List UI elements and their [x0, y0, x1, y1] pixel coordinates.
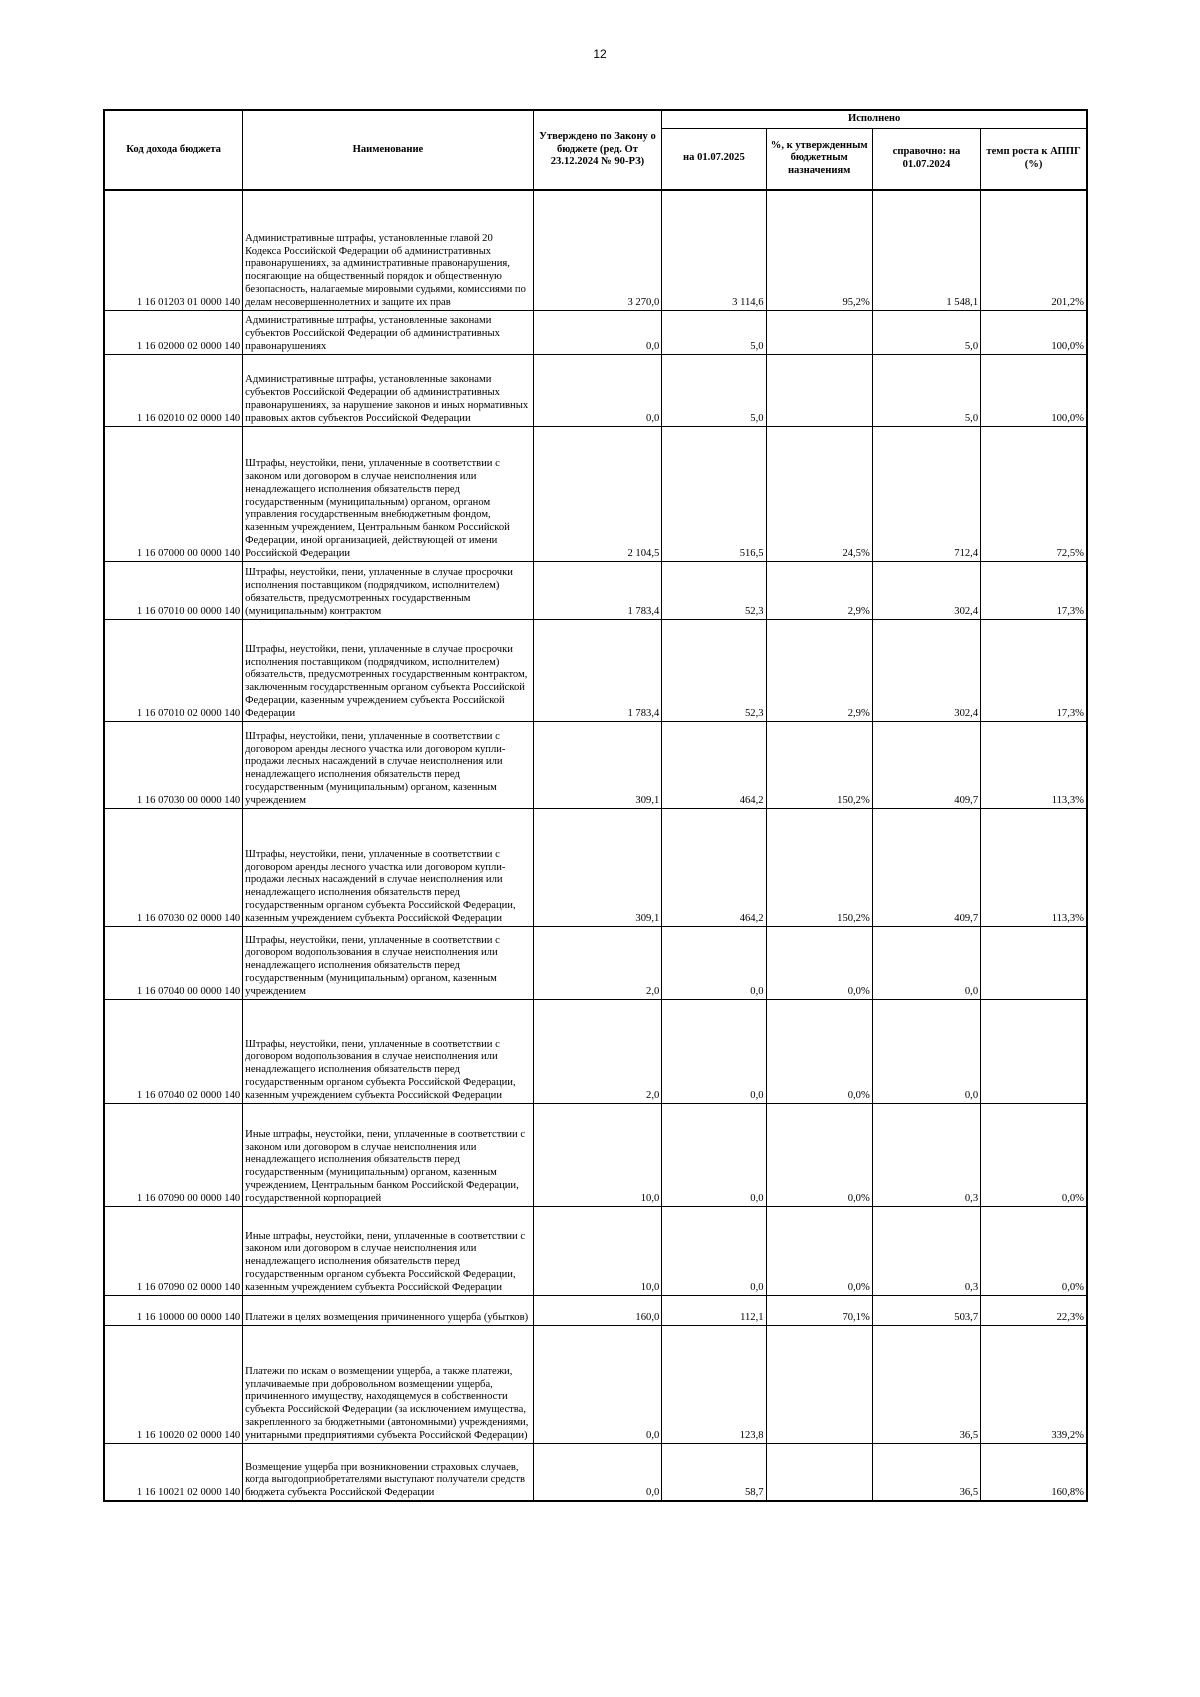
row-percent — [766, 354, 872, 426]
row-growth: 72,5% — [981, 426, 1087, 561]
row-code: 1 16 07040 02 0000 140 — [104, 999, 243, 1103]
row-executed: 3 114,6 — [662, 190, 766, 310]
row-name: Платежи в целях возмещения причиненного ущерба (убытков) — [243, 1295, 534, 1325]
row-percent: 95,2% — [766, 190, 872, 310]
row-code: 1 16 07030 02 0000 140 — [104, 808, 243, 926]
row-reference: 0,3 — [872, 1206, 980, 1295]
row-executed: 112,1 — [662, 1295, 766, 1325]
row-growth: 0,0% — [981, 1103, 1087, 1206]
row-growth: 160,8% — [981, 1443, 1087, 1501]
row-reference: 302,4 — [872, 561, 980, 619]
row-reference: 1 548,1 — [872, 190, 980, 310]
row-code: 1 16 07090 00 0000 140 — [104, 1103, 243, 1206]
row-name: Административные штрафы, установленные законами субъектов Российской Федерации об административных правонарушениях — [243, 310, 534, 354]
row-reference: 409,7 — [872, 808, 980, 926]
row-reference: 409,7 — [872, 721, 980, 808]
table-row — [104, 999, 1087, 1103]
table-row — [104, 561, 1087, 619]
row-reference: 0,3 — [872, 1103, 980, 1206]
table-row — [104, 1295, 1087, 1325]
row-code: 1 16 07030 00 0000 140 — [104, 721, 243, 808]
row-growth: 22,3% — [981, 1295, 1087, 1325]
row-reference: 36,5 — [872, 1325, 980, 1443]
row-code: 1 16 01203 01 0000 140 — [104, 190, 243, 310]
row-code: 1 16 10000 00 0000 140 — [104, 1295, 243, 1325]
row-approved: 10,0 — [533, 1206, 662, 1295]
row-executed: 464,2 — [662, 808, 766, 926]
row-approved: 309,1 — [533, 721, 662, 808]
table-row — [104, 1103, 1087, 1206]
row-name: Иные штрафы, неустойки, пени, уплаченные в соответствии с законом или договором в случае неисполнения или ненадлежащего исполнения обязательств перед государственным органом субъекта Российской Федерации, казенным учреждением субъекта Российской Федерации — [243, 1206, 534, 1295]
row-percent: 70,1% — [766, 1295, 872, 1325]
row-approved: 1 783,4 — [533, 619, 662, 721]
table-row — [104, 1325, 1087, 1443]
row-executed: 0,0 — [662, 1103, 766, 1206]
row-growth: 17,3% — [981, 561, 1087, 619]
row-reference: 712,4 — [872, 426, 980, 561]
row-code: 1 16 10021 02 0000 140 — [104, 1443, 243, 1501]
table-row — [104, 1206, 1087, 1295]
row-code: 1 16 02010 02 0000 140 — [104, 354, 243, 426]
row-approved: 2,0 — [533, 926, 662, 999]
row-growth: 17,3% — [981, 619, 1087, 721]
row-approved: 0,0 — [533, 1325, 662, 1443]
row-executed: 464,2 — [662, 721, 766, 808]
row-name: Административные штрафы, установленные законами субъектов Российской Федерации об административных правонарушениях, за нарушение законов и иных нормативных правовых актов субъектов Российской Федерации — [243, 354, 534, 426]
header-approved: Утверждено по Закону о бюджете (ред. От 23.12.2024 № 90-РЗ) — [533, 110, 662, 190]
row-percent — [766, 1443, 872, 1501]
row-growth: 100,0% — [981, 310, 1087, 354]
row-growth: 339,2% — [981, 1325, 1087, 1443]
row-growth — [981, 926, 1087, 999]
row-approved: 2 104,5 — [533, 426, 662, 561]
row-executed: 58,7 — [662, 1443, 766, 1501]
row-name: Штрафы, неустойки, пени, уплаченные в соответствии с законом или договором в случае неисполнения или ненадлежащего исполнения обязательств перед государственным (муниципальным) органом, органом управления государственным внебюджетным фондом, казенным учреждением, Центральным банком Российской Федерации, иной организацией, действующей от имени Российской Федерации — [243, 426, 534, 561]
table-row — [104, 354, 1087, 426]
row-executed: 5,0 — [662, 310, 766, 354]
row-growth: 113,3% — [981, 808, 1087, 926]
row-code: 1 16 07010 00 0000 140 — [104, 561, 243, 619]
row-code: 1 16 10020 02 0000 140 — [104, 1325, 243, 1443]
row-approved: 0,0 — [533, 354, 662, 426]
row-executed: 0,0 — [662, 1206, 766, 1295]
row-reference: 5,0 — [872, 310, 980, 354]
header-name: Наименование — [243, 110, 534, 190]
row-reference: 0,0 — [872, 926, 980, 999]
row-name: Штрафы, неустойки, пени, уплаченные в случае просрочки исполнения поставщиком (подрядчиком, исполнителем) обязательств, предусмотренных государственным (муниципальным) контрактом — [243, 561, 534, 619]
row-executed: 5,0 — [662, 354, 766, 426]
row-name: Административные штрафы, установленные главой 20 Кодекса Российской Федерации об административных правонарушениях, за административные правонарушения, посягающие на общественный порядок и общественную безопасность, налагаемые мировыми судьями, комиссиями по делам несовершеннолетних и защите их прав — [243, 190, 534, 310]
row-percent: 150,2% — [766, 808, 872, 926]
table-row — [104, 721, 1087, 808]
row-approved: 0,0 — [533, 310, 662, 354]
row-reference: 5,0 — [872, 354, 980, 426]
row-approved: 2,0 — [533, 999, 662, 1103]
row-percent — [766, 1325, 872, 1443]
row-approved: 1 783,4 — [533, 561, 662, 619]
row-code: 1 16 02000 02 0000 140 — [104, 310, 243, 354]
row-percent: 2,9% — [766, 561, 872, 619]
header-code: Код дохода бюджета — [104, 110, 243, 190]
row-executed: 123,8 — [662, 1325, 766, 1443]
row-growth: 100,0% — [981, 354, 1087, 426]
row-percent: 150,2% — [766, 721, 872, 808]
row-code: 1 16 07040 00 0000 140 — [104, 926, 243, 999]
revenue-table — [103, 109, 1088, 1502]
row-percent: 24,5% — [766, 426, 872, 561]
header-reference: справочно: на 01.07.2024 — [872, 128, 980, 190]
row-name: Штрафы, неустойки, пени, уплаченные в случае просрочки исполнения поставщиком (подрядчиком, исполнителем) обязательств, предусмотренных государственным контрактом, заключенным государственным органом субъекта Российской Федерации, казенным учреждением субъекта Российской Федерации — [243, 619, 534, 721]
row-name: Иные штрафы, неустойки, пени, уплаченные в соответствии с законом или договором в случае неисполнения или ненадлежащего исполнения обязательств перед государственным (муниципальным) органом, казенным учреждением, Центральным банком Российской Федерации, государственной корпорацией — [243, 1103, 534, 1206]
table-row — [104, 1443, 1087, 1501]
row-approved: 309,1 — [533, 808, 662, 926]
row-approved: 0,0 — [533, 1443, 662, 1501]
row-reference: 36,5 — [872, 1443, 980, 1501]
table-row — [104, 310, 1087, 354]
row-percent — [766, 310, 872, 354]
row-percent: 2,9% — [766, 619, 872, 721]
row-percent: 0,0% — [766, 1206, 872, 1295]
row-growth — [981, 999, 1087, 1103]
row-name: Штрафы, неустойки, пени, уплаченные в соответствии с договором аренды лесного участка или договором купли-продажи лесных насаждений в случае неисполнения или ненадлежащего исполнения обязательств перед государственным органом субъекта Российской Федерации, казенным учреждением субъекта Российской Федерации — [243, 808, 534, 926]
header-growth: темп роста к АППГ (%) — [981, 128, 1087, 190]
table-row — [104, 926, 1087, 999]
row-approved: 3 270,0 — [533, 190, 662, 310]
table-row — [104, 426, 1087, 561]
page-number: 12 — [593, 47, 607, 61]
row-name: Возмещение ущерба при возникновении страховых случаев, когда выгодоприобретателями выступают получатели средств бюджета субъекта Российской Федерации — [243, 1443, 534, 1501]
row-name: Штрафы, неустойки, пени, уплаченные в соответствии с договором аренды лесного участка или договором купли-продажи лесных насаждений в случае неисполнения или ненадлежащего исполнения обязательств перед государственным (муниципальным) органом, казенным учреждением — [243, 721, 534, 808]
row-growth: 113,3% — [981, 721, 1087, 808]
row-approved: 10,0 — [533, 1103, 662, 1206]
row-reference: 302,4 — [872, 619, 980, 721]
row-code: 1 16 07010 02 0000 140 — [104, 619, 243, 721]
table-row — [104, 619, 1087, 721]
row-growth: 201,2% — [981, 190, 1087, 310]
row-name: Платежи по искам о возмещении ущерба, а также платежи, уплачиваемые при добровольном возмещении ущерба, причиненного имуществу, находящемуся в собственности субъекта Российской Федерации (за исключением имущества, закрепленного за бюджетными (автономными) учреждениями, унитарными предприятиями субъекта Российской Федерации) — [243, 1325, 534, 1443]
table-body — [104, 190, 1087, 1501]
row-name: Штрафы, неустойки, пени, уплаченные в соответствии с договором водопользования в случае неисполнения или ненадлежащего исполнения обязательств перед государственным органом субъекта Российской Федерации, казенным учреждением субъекта Российской Федерации — [243, 999, 534, 1103]
row-percent: 0,0% — [766, 999, 872, 1103]
row-name: Штрафы, неустойки, пени, уплаченные в соответствии с договором водопользования в случае неисполнения или ненадлежащего исполнения обязательств перед государственным (муниципальным) органом, казенным учреждением — [243, 926, 534, 999]
row-reference: 503,7 — [872, 1295, 980, 1325]
row-executed: 0,0 — [662, 926, 766, 999]
row-executed: 52,3 — [662, 561, 766, 619]
row-approved: 160,0 — [533, 1295, 662, 1325]
row-percent: 0,0% — [766, 1103, 872, 1206]
row-code: 1 16 07000 00 0000 140 — [104, 426, 243, 561]
row-executed: 516,5 — [662, 426, 766, 561]
row-executed: 52,3 — [662, 619, 766, 721]
header-percent: %, к утвержденным бюджетным назначениям — [766, 128, 872, 190]
table-row — [104, 190, 1087, 310]
row-growth: 0,0% — [981, 1206, 1087, 1295]
row-percent: 0,0% — [766, 926, 872, 999]
header-on-date: на 01.07.2025 — [662, 128, 766, 190]
table-header — [104, 110, 1087, 190]
row-code: 1 16 07090 02 0000 140 — [104, 1206, 243, 1295]
row-executed: 0,0 — [662, 999, 766, 1103]
header-executed-group: Исполнено — [662, 110, 1087, 128]
row-reference: 0,0 — [872, 999, 980, 1103]
table-row — [104, 808, 1087, 926]
